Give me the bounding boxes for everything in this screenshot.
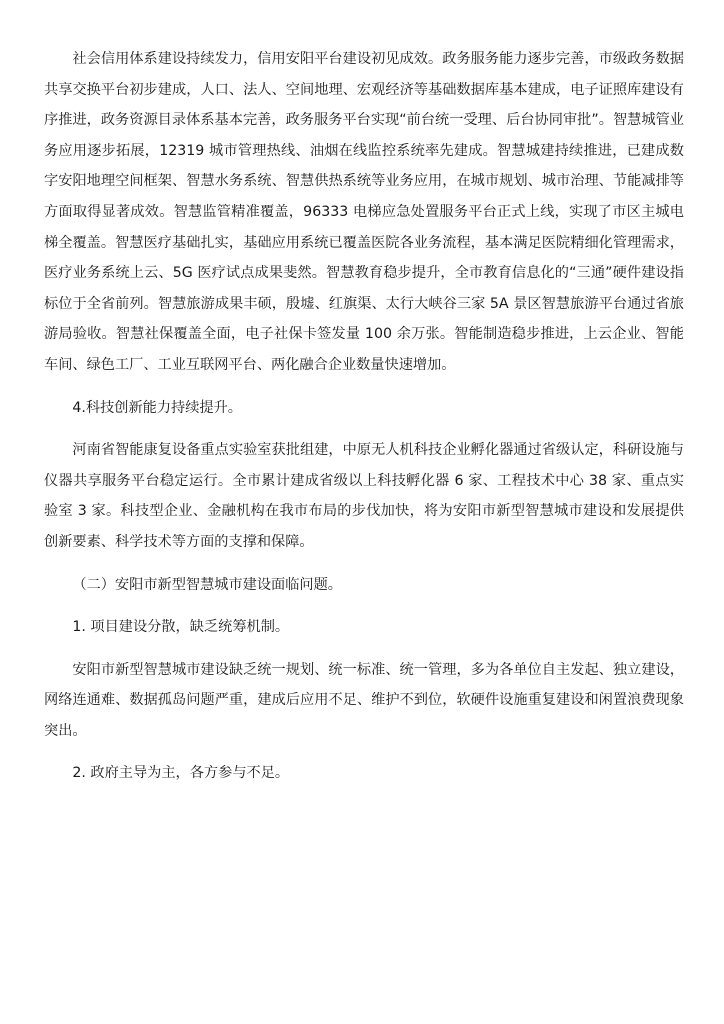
paragraph-smart-city-achievements: 社会信用体系建设持续发力，信用安阳平台建设初见成效。政务服务能力逐步完善，市级政务数据共享交换平台初步建成，人口、法人、空间地理、宏观经济等基础数据库基本建成，电子证照库建设有序推进，政务资源目录体系基本完善，政务服务平台实现“前台统一受理、后台协同审批”。智慧城管业务应用逐步拓展，12319 城市管理热线、油烟在线监控系统率先建成。智慧城建持续推进，已建成数字安阳地理空间框架、智慧水务系统、智慧供热系统等业务应用，在城市规划、城市治理、节能减排等方面取得显著成效。智慧监管精准覆盖，96333 电梯应急处置服务平台正式上线，实现了市区主城电梯全覆盖。智慧医疗基础扎实，基础应用系统已覆盖医院各业务流程，基本满足医院精细化管理需求，医疗业务系统上云、5G 医疗试点成果斐然。智慧教育稳步提升，全市教育信息化的“三通”硬件建设指标位于全省前列。智慧旅游成果丰硕，殷墟、红旗渠、太行大峡谷三家 5A 景区智慧旅游平台通过省旅游局验收。智慧社保覆盖全面，电子社保卡签发量 100 余万张。智能制造稳步推进，上云企业、智能车间、绿色工厂、工业互联网平台、两化融合企业数量快速增加。 (44, 51, 684, 373)
paragraph-gap (44, 381, 684, 393)
subheading-scattered-projects: 1. 项目建设分散，缺乏统筹机制。 (72, 619, 290, 636)
section-heading-tech-innovation: 4.科技创新能力持续提升。 (72, 399, 242, 416)
paragraph-gap (44, 643, 684, 655)
paragraph-gap (44, 746, 684, 758)
paragraph-gap (44, 600, 684, 612)
subheading-government-led: 2. 政府主导为主，各方参与不足。 (72, 765, 290, 782)
document-page (44, 44, 684, 789)
paragraph-scattered-projects: 安阳市新型智慧城市建设缺乏统一规划、统一标准、统一管理，多为各单位自主发起、独立建设，网络连通难、数据孤岛问题严重，建成后应用不足、维护不到位，软硬件设施重复建设和闲置浪费现象突出。 (44, 661, 684, 739)
paragraph-gap (44, 558, 684, 570)
section-heading-problems: （二）安阳市新型智慧城市建设面临问题。 (72, 576, 342, 593)
paragraph-gap (44, 423, 684, 435)
paragraph-tech-innovation: 河南省智能康复设备重点实验室获批组建，中原无人机科技企业孵化器通过省级认定，科研设施与仪器共享服务平台稳定运行。全市累计建成省级以上科技孵化器 6 家、工程技术中心 38 家、重点实验室 3 家。科技型企业、金融机构在我市布局的步伐加快，将为安阳市新型智慧城市建设和发展提供创新要素、科学技术等方面的支撑和保障。 (44, 442, 684, 550)
